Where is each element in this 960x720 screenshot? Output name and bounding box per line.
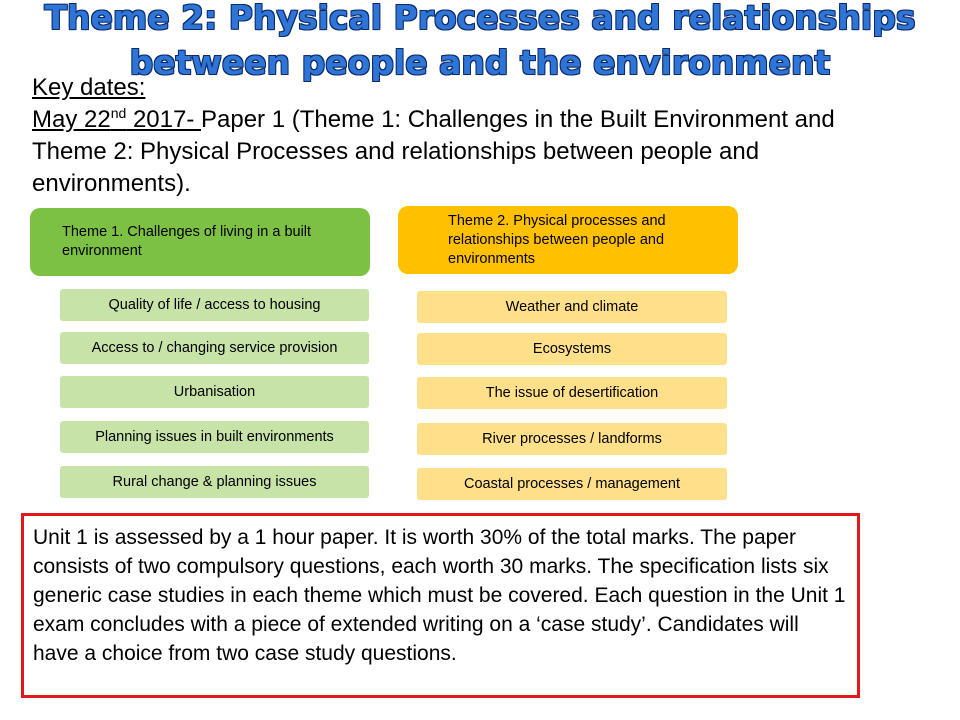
theme1-item: Planning issues in built environments xyxy=(60,421,369,453)
exam-description-3: environments). xyxy=(32,170,191,197)
theme2-item: Ecosystems xyxy=(417,333,727,365)
exam-date-main: May 22 xyxy=(32,106,111,133)
slide-title-line-2: between people and the environment xyxy=(129,43,831,82)
exam-date-ordinal: nd xyxy=(110,105,127,121)
key-dates-section xyxy=(32,72,942,200)
theme1-item: Urbanisation xyxy=(60,376,369,408)
slide-title-line-1: Theme 2: Physical Processes and relationships xyxy=(44,0,916,37)
theme1-item: Quality of life / access to housing xyxy=(60,289,369,321)
theme2-item: The issue of desertification xyxy=(417,377,727,409)
exam-date-line xyxy=(32,104,942,136)
exam-date-tail: 2017- xyxy=(126,106,201,133)
assessment-note-box xyxy=(21,513,860,698)
exam-description-2: Theme 2: Physical Processes and relationships between people and xyxy=(32,138,760,165)
theme1-header-text: Theme 1. Challenges of living in a built environment xyxy=(62,224,312,259)
theme2-item: River processes / landforms xyxy=(417,423,727,455)
key-dates-label: Key dates: xyxy=(32,74,146,101)
theme2-header xyxy=(398,206,738,274)
theme1-header xyxy=(30,208,370,276)
theme2-header-text: Theme 2. Physical processes and relationships between people and environments xyxy=(448,212,666,267)
exam-date xyxy=(32,106,201,133)
assessment-note-text: Unit 1 is assessed by a 1 hour paper. It is worth 30% of the total marks. The paper consists of two compulsory questions, each worth 30 marks. The specification lists six generic case studies in each theme which must be covered. Each question in the Unit 1 exam concludes with a piece of extended writing on a ‘case study’. Candidates will have a choice from two case study questions. xyxy=(33,526,846,665)
theme2-item: Weather and climate xyxy=(417,291,727,323)
key-dates-label-line xyxy=(32,72,942,104)
theme2-item: Coastal processes / management xyxy=(417,468,727,500)
theme1-item: Access to / changing service provision xyxy=(60,332,369,364)
theme1-item: Rural change & planning issues xyxy=(60,466,369,498)
exam-description-1: Paper 1 (Theme 1: Challenges in the Built Environment and xyxy=(201,106,835,133)
